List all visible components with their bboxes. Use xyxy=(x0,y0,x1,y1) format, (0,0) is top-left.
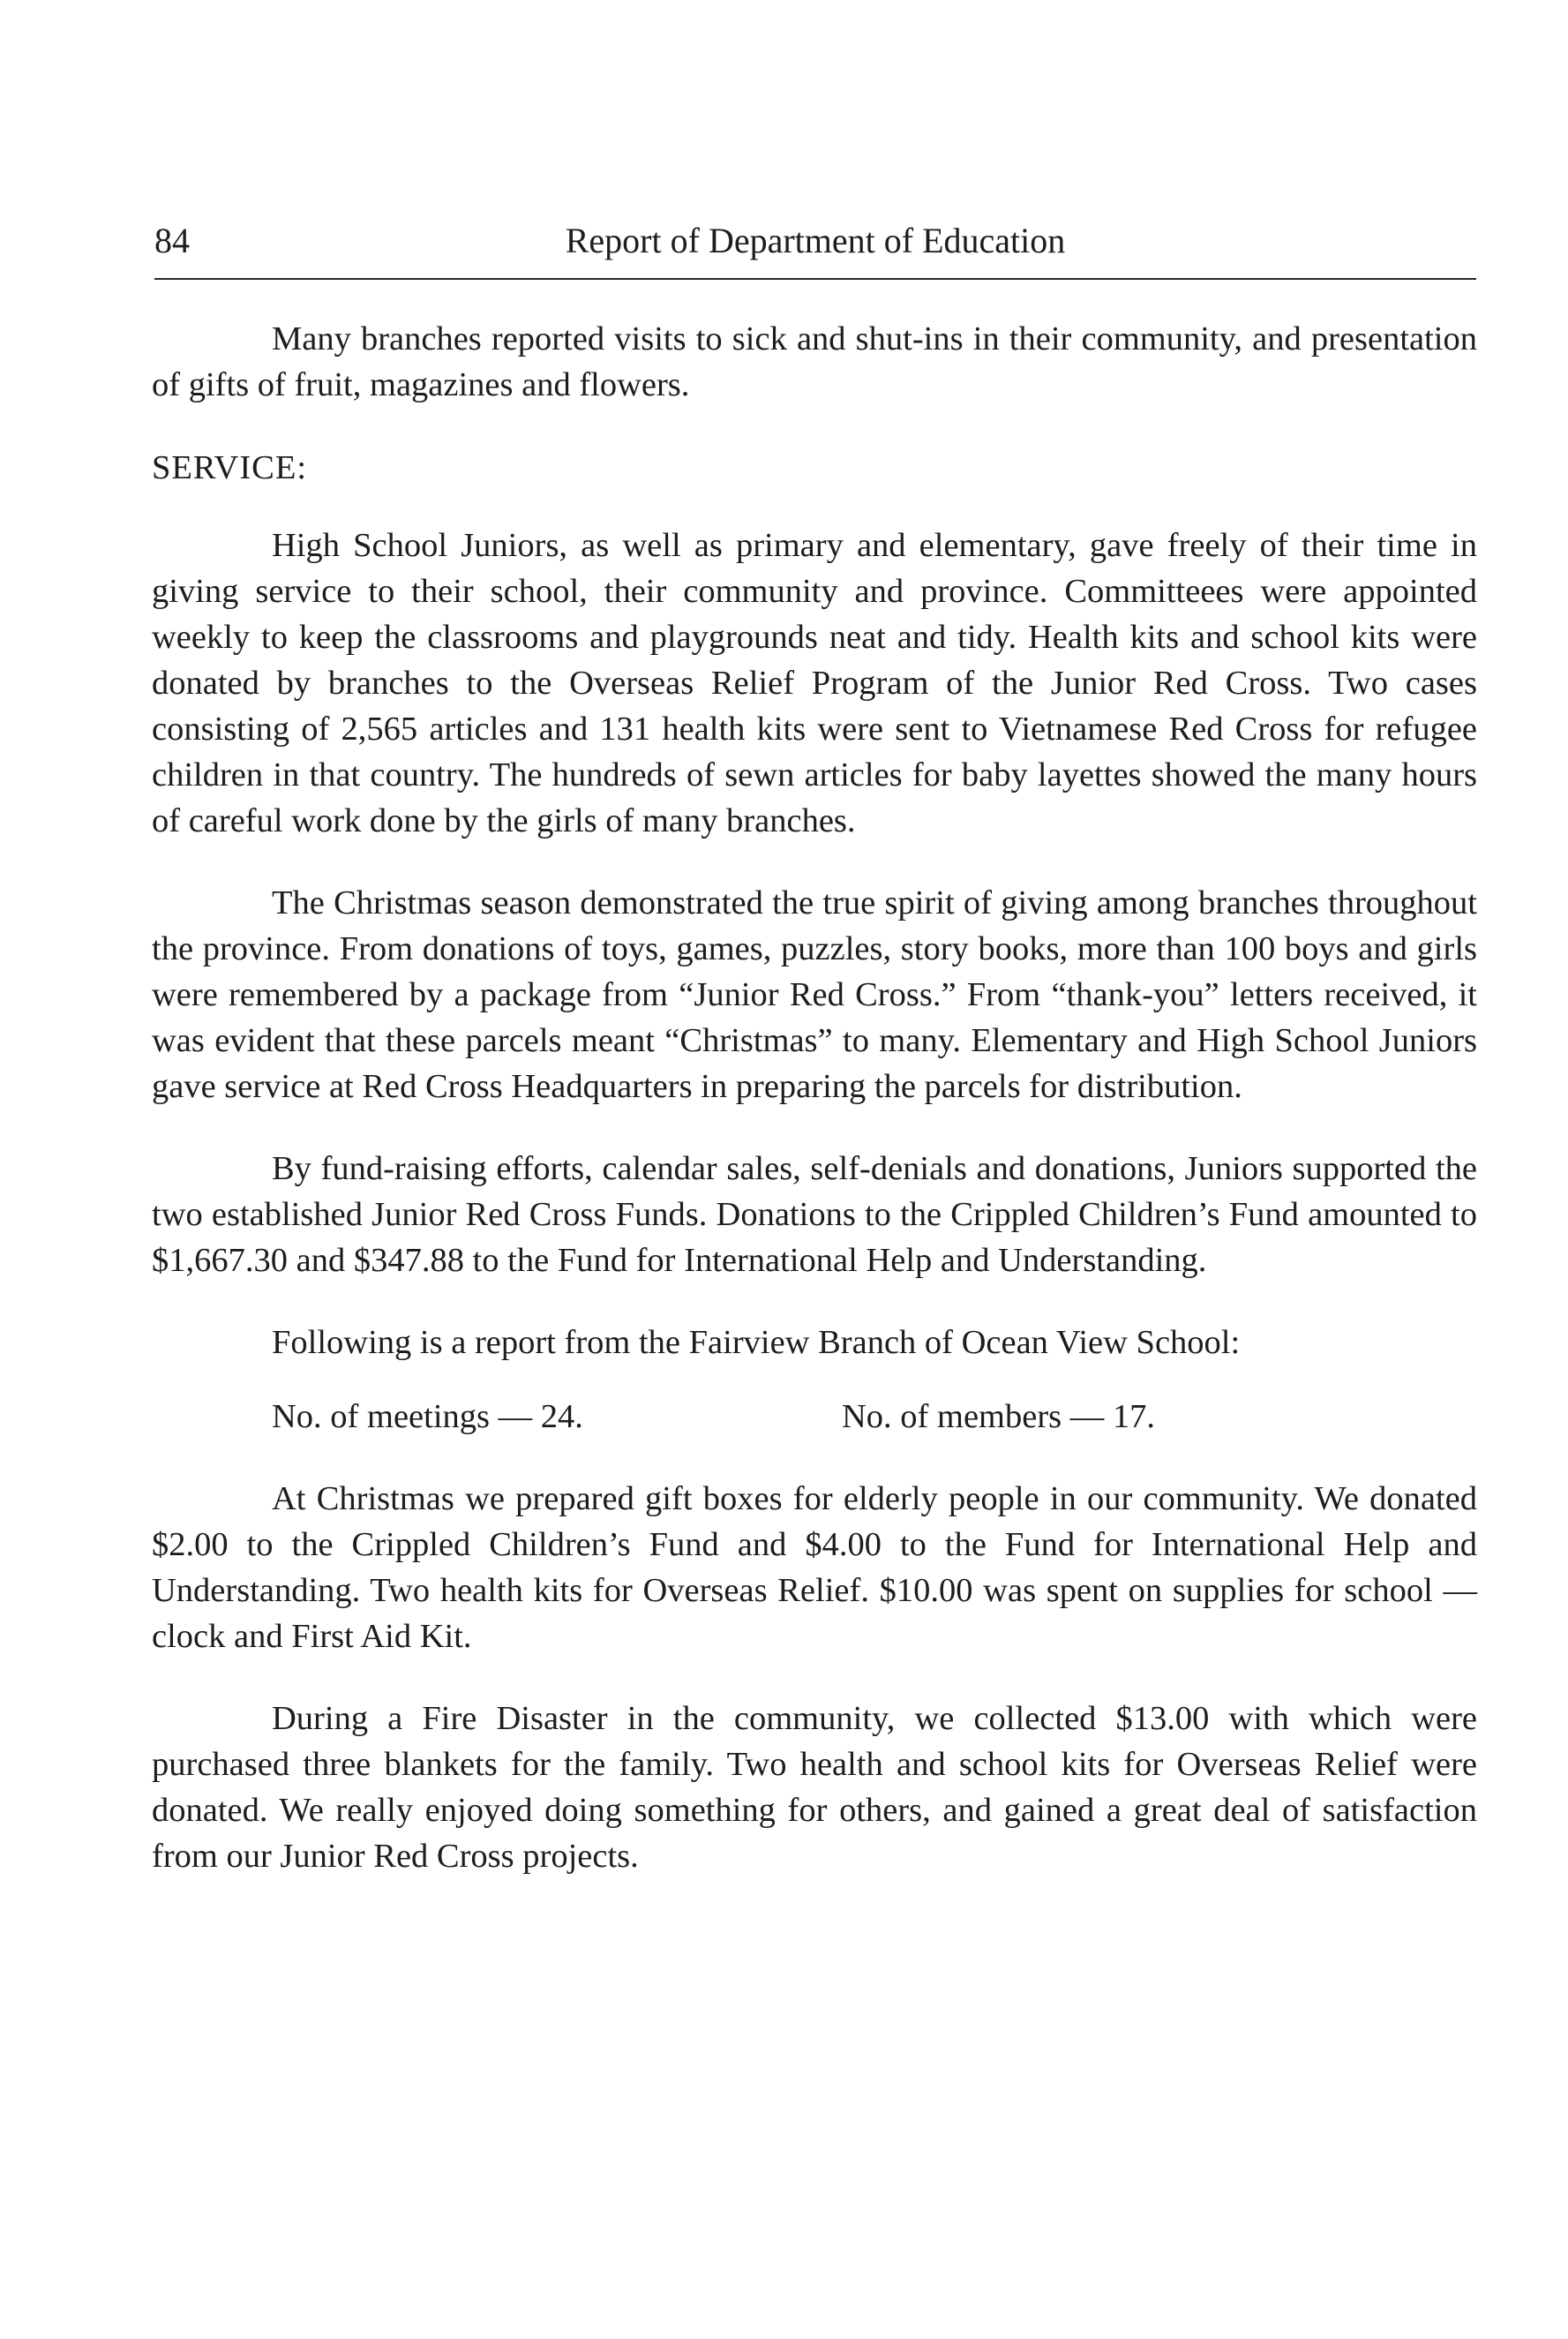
paragraph-service: High School Juniors, as well as primary and elementary, gave freely of their time in giving service to their school, their community and province. Committeees were appointed weekly to keep the classrooms and playgrounds neat and tidy. Health kits and school kits were donated by branches to the Overseas Relief Program of the Junior Red Cross. Two cases consisting of 2,565 articles and 131 health kits were sent to Vietnamese Red Cross for refugee children in that country. The hundreds of sewn articles for baby layettes showed the many hours of careful work done by the girls of many branches. xyxy=(152,527,1477,839)
section-heading-service: SERVICE: xyxy=(152,449,308,486)
page-header xyxy=(154,216,1476,280)
page-number: 84 xyxy=(154,221,190,260)
paragraph-christmas-season: The Christmas season demonstrated the true spirit of giving among branches throughout the province. From donations of toys, games, puzzles, story books, more than 100 boys and girls were remembered by a package from “Junior Red Cross.” From “thank-you” letters received, it was evident that these parcels meant “Christmas” to many. Elementary and High School Juniors gave service at Red Cross Headquarters in preparing the parcels for distribution. xyxy=(152,884,1477,1105)
stat-members: No. of members — 17. xyxy=(842,1398,1155,1435)
paragraph-fairview-intro: Following is a report from the Fairview Branch of Ocean View School: xyxy=(272,1324,1241,1361)
stat-meetings: No. of meetings — 24. xyxy=(272,1398,583,1435)
paragraph-fairview-christmas: At Christmas we prepared gift boxes for elderly people in our community. We donated $2.00 to the Crippled Children’s Fund and $4.00 to the Fund for International Help and Understanding. Two health kits for Overseas Relief. $10.00 was spent on supplies for school — clock and First Aid Kit. xyxy=(152,1480,1477,1655)
paragraph-visits: Many branches reported visits to sick and shut-ins in their community, and presentation of gifts of fruit, magazines and flowers. xyxy=(152,320,1477,403)
branch-stats xyxy=(152,1394,1477,1440)
running-title: Report of Department of Education xyxy=(565,221,1066,260)
paragraph-fire-disaster: During a Fire Disaster in the community, we collected $13.00 with which were purchased three blankets for the family. Two health and school kits for Overseas Relief were donated. We really enjoyed doing something for others, and gained a great deal of satisfaction from our Junior Red Cross projects. xyxy=(152,1700,1477,1875)
report-body xyxy=(152,316,1477,1879)
paragraph-fund-raising: By fund-raising efforts, calendar sales, self-denials and donations, Juniors supported the two established Junior Red Cross Funds. Donations to the Crippled Children’s Fund amounted to $1,667.30 and $347.88 to the Fund for International Help and Understanding. xyxy=(152,1150,1477,1279)
